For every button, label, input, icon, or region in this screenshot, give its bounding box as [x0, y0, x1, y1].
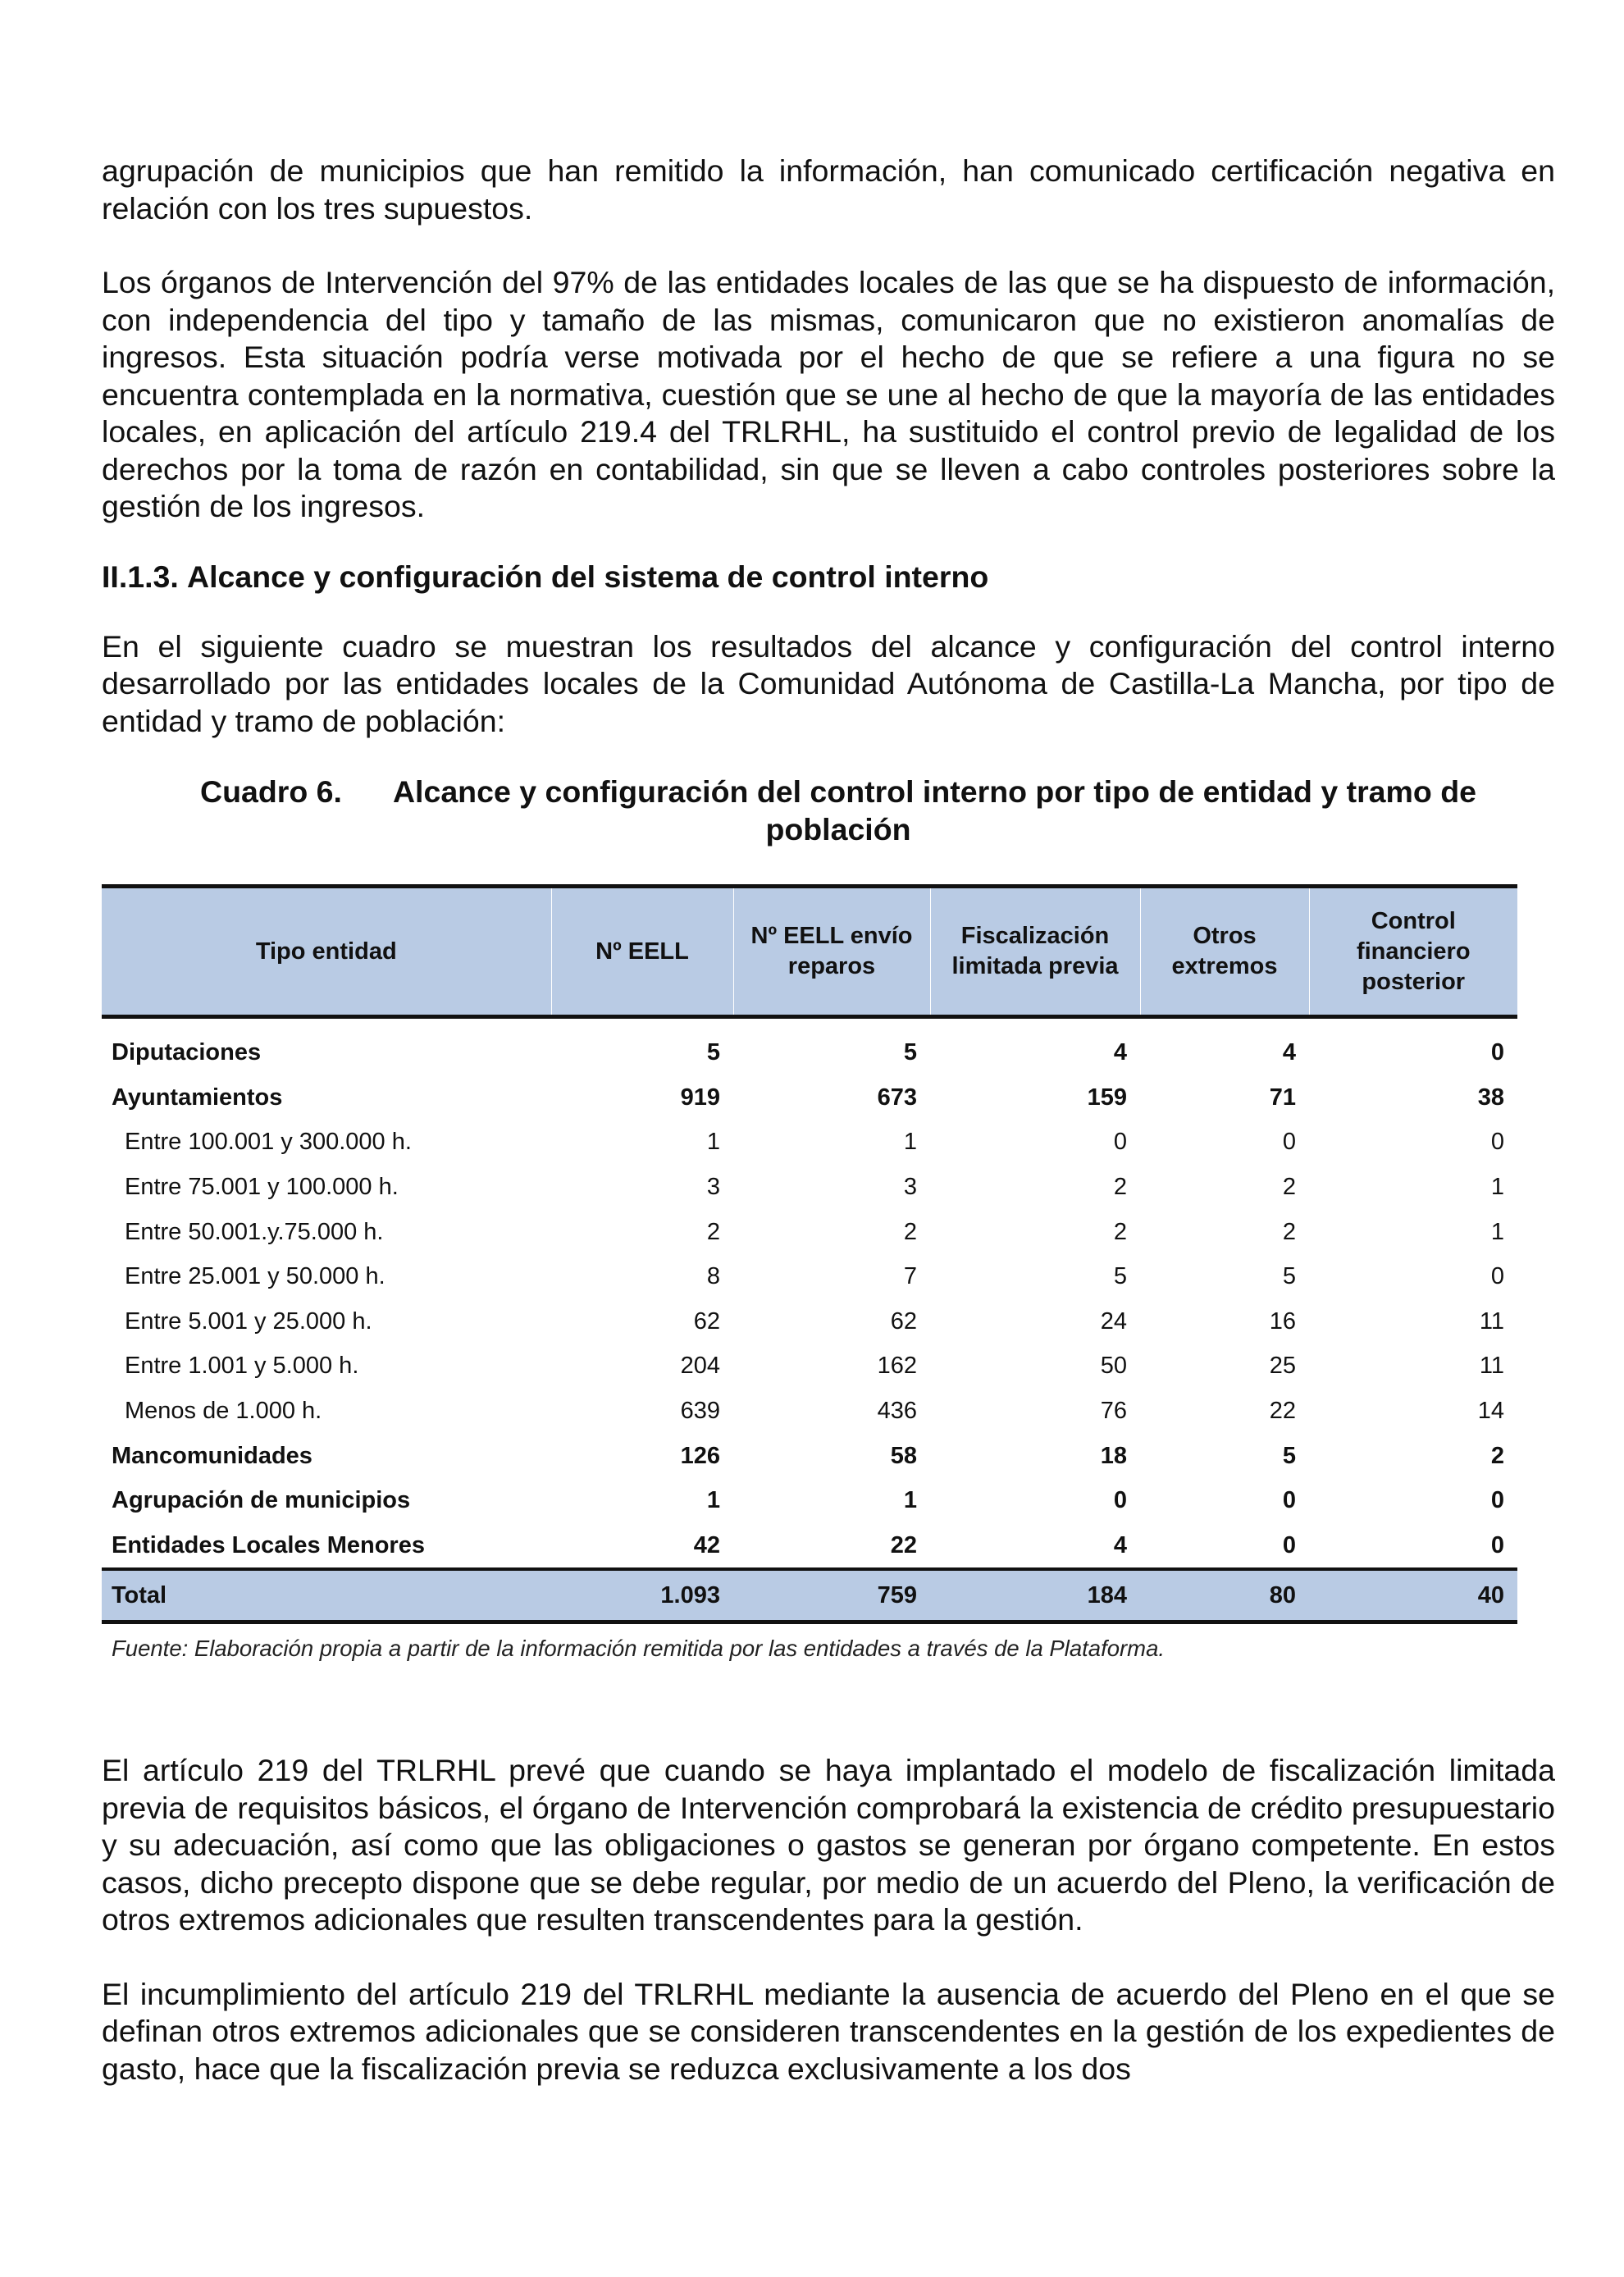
table-caption-label: Cuadro 6.: [200, 774, 342, 809]
header-n-eell: Nº EELL: [551, 887, 733, 1017]
table-cell: 0: [1490, 1531, 1504, 1558]
table-cell: 11: [1479, 1307, 1504, 1335]
table-cell: 42: [693, 1531, 720, 1558]
row-label: Entre 1.001 y 5.000 h.: [125, 1353, 359, 1380]
table-row: [102, 1433, 1517, 1478]
header-otros-extremos: Otros extremos: [1140, 887, 1309, 1017]
table-cell: 673: [877, 1084, 917, 1111]
table-row: [102, 1165, 1517, 1210]
table-cell: 5: [706, 1039, 720, 1066]
header-tipo-entidad: Tipo entidad: [102, 887, 551, 1017]
row-label: Entre 5.001 y 25.000 h.: [125, 1307, 372, 1335]
table-cell: 4: [1282, 1039, 1296, 1066]
table-cell: 71: [1269, 1084, 1296, 1111]
table-body: [102, 1017, 1517, 1570]
table-cell: 0: [1282, 1531, 1296, 1558]
table-cell: 24: [1100, 1307, 1127, 1335]
table-caption-title: Alcance y configuración del control interno por tipo de entidad y tramo de población: [392, 774, 1476, 846]
table-cell: 5: [1113, 1263, 1127, 1290]
table-cell: 5: [1282, 1263, 1296, 1290]
table-caption: [102, 773, 1555, 848]
table-cell: 126: [680, 1442, 720, 1469]
table-cell: 58: [890, 1442, 917, 1469]
total-cell: 40: [1309, 1569, 1517, 1622]
table-cell: 2: [1490, 1442, 1504, 1469]
table-cell: 25: [1269, 1353, 1296, 1380]
table-cell: 18: [1100, 1442, 1127, 1469]
paragraph-1: agrupación de municipios que han remitido la información, han comunicado certificación negativa en relación con los tres supuestos.: [102, 153, 1555, 226]
header-fiscalizacion-limitada: Fiscalización limitada previa: [930, 887, 1140, 1017]
table-cell: 2: [1282, 1174, 1296, 1201]
section-title: Alcance y configuración del sistema de control interno: [187, 559, 989, 594]
table-header-row: [102, 887, 1517, 1017]
table-cell: 0: [1113, 1487, 1127, 1514]
table-cell: 0: [1282, 1487, 1296, 1514]
table-cell: 639: [680, 1398, 720, 1425]
section-number: II.1.3.: [102, 559, 179, 594]
table-cell: 4: [1113, 1039, 1127, 1066]
table-cell: 38: [1477, 1084, 1504, 1111]
table-cell: 2: [1113, 1218, 1127, 1245]
row-label: Entre 25.001 y 50.000 h.: [125, 1263, 385, 1290]
total-cell: 184: [930, 1569, 1140, 1622]
row-label: Mancomunidades: [112, 1442, 312, 1469]
table-cell: 5: [903, 1039, 917, 1066]
table-cell: 0: [1282, 1129, 1296, 1156]
header-envio-reparos: Nº EELL envío reparos: [733, 887, 930, 1017]
table-row: [102, 1389, 1517, 1434]
table-cell: 22: [890, 1531, 917, 1558]
row-label: Entre 50.001.y.75.000 h.: [125, 1218, 384, 1245]
table-cell: 2: [1113, 1174, 1127, 1201]
table-cell: 0: [1113, 1129, 1127, 1156]
table-cell: 8: [706, 1263, 720, 1290]
table-cell: 22: [1269, 1398, 1296, 1425]
table-cell: 204: [680, 1353, 720, 1380]
total-cell: 1.093: [551, 1569, 733, 1622]
table-cell: 919: [680, 1084, 720, 1111]
table-source-note: Fuente: Elaboración propia a partir de la información remitida por las entidades a través de la Plataforma.: [112, 1636, 1166, 1662]
paragraph-5: El incumplimiento del artículo 219 del TRLRHL mediante la ausencia de acuerdo del Pleno en el que se definan otros extremos adicionales que se consideren transcendentes en la gestión de los expedientes de gasto, hace que la fiscalización previa se reduzca exclusivamente a los dos: [102, 1976, 1555, 2086]
header-control-financiero: Control financiero posterior: [1309, 887, 1517, 1017]
table-cell: 3: [706, 1174, 720, 1201]
table-cell: 162: [877, 1353, 917, 1380]
table-cell: 3: [903, 1174, 917, 1201]
control-interno-table: [102, 884, 1517, 1624]
section-heading: [102, 559, 1555, 595]
table-row: [102, 1299, 1517, 1344]
table-cell: 76: [1100, 1398, 1127, 1425]
table-cell: 50: [1100, 1353, 1127, 1380]
table-row: [102, 1523, 1517, 1570]
table-cell: 7: [903, 1263, 917, 1290]
table-cell: 2: [903, 1218, 917, 1245]
table-row: [102, 1120, 1517, 1165]
table-cell: 1: [1490, 1174, 1504, 1201]
table-cell: 1: [706, 1129, 720, 1156]
table-cell: 5: [1282, 1442, 1296, 1469]
document-page: [102, 153, 1555, 2088]
table-cell: 436: [877, 1398, 917, 1425]
row-label: Diputaciones: [112, 1039, 262, 1066]
row-label: Entre 100.001 y 300.000 h.: [125, 1129, 412, 1156]
row-label: Menos de 1.000 h.: [125, 1398, 322, 1425]
table-cell: 11: [1479, 1353, 1504, 1380]
paragraph-4: El artículo 219 del TRLRHL prevé que cuando se haya implantado el modelo de fiscalización limitada previa de requisitos básicos, el órgano de Intervención comprobará la existencia de crédito presupuestario y su adecuación, así como que las obligaciones o gastos se generan por órgano competente. En estos casos, dicho precepto dispone que se debe regular, por medio de un acuerdo del Pleno, la verificación de otros extremos adicionales que resulten transcendentes para la gestión.: [102, 1753, 1555, 1937]
table-cell: 62: [693, 1307, 720, 1335]
row-label: Entre 75.001 y 100.000 h.: [125, 1174, 399, 1201]
table-cell: 1: [1490, 1218, 1504, 1245]
table-cell: 0: [1490, 1129, 1504, 1156]
table-cell: 1: [903, 1487, 917, 1514]
table-cell: 1: [903, 1129, 917, 1156]
total-cell: 759: [733, 1569, 930, 1622]
table-row: [102, 1075, 1517, 1120]
table-cell: 0: [1490, 1039, 1504, 1066]
paragraph-3: En el siguiente cuadro se muestran los resultados del alcance y configuración del control interno desarrollado por las entidades locales de la Comunidad Autónoma de Castilla-La Mancha, por tipo de entidad y tramo de población:: [102, 628, 1555, 738]
table-cell: 16: [1269, 1307, 1296, 1335]
table-cell: 0: [1490, 1263, 1504, 1290]
table-cell: 4: [1113, 1531, 1127, 1558]
table-row: [102, 1017, 1517, 1075]
table-cell: 62: [890, 1307, 917, 1335]
table-cell: 2: [1282, 1218, 1296, 1245]
paragraph-2: Los órganos de Intervención del 97% de las entidades locales de las que se ha dispuesto de información, con independencia del tipo y tamaño de las mismas, comunicaron que no existieron anomalías de ingresos. Esta situación podría verse motivada por el hecho de que se refiere a una figura no se encuentra contemplada en la normativa, cuestión que se une al hecho de que la mayoría de las entidades locales, en aplicación del artículo 219.4 del TRLRHL, ha sustituido el control previo de legalidad de los derechos por la toma de razón en contabilidad, sin que se lleven a cabo controles posteriores sobre la gestión de los ingresos.: [102, 265, 1555, 523]
total-label: Total: [102, 1569, 551, 1622]
row-label: Entidades Locales Menores: [112, 1531, 425, 1558]
table-cell: 159: [1087, 1084, 1127, 1111]
table-total-row: [102, 1569, 1517, 1622]
row-label: Ayuntamientos: [112, 1084, 283, 1111]
row-label: Agrupación de municipios: [112, 1487, 411, 1514]
table-cell: 14: [1477, 1398, 1504, 1425]
table-row: [102, 1254, 1517, 1299]
table-row: [102, 1478, 1517, 1523]
table-cell: 1: [706, 1487, 720, 1514]
table-row: [102, 1344, 1517, 1389]
total-cell: 80: [1140, 1569, 1309, 1622]
table-cell: 2: [706, 1218, 720, 1245]
table-cell: 0: [1490, 1487, 1504, 1514]
table-row: [102, 1209, 1517, 1254]
